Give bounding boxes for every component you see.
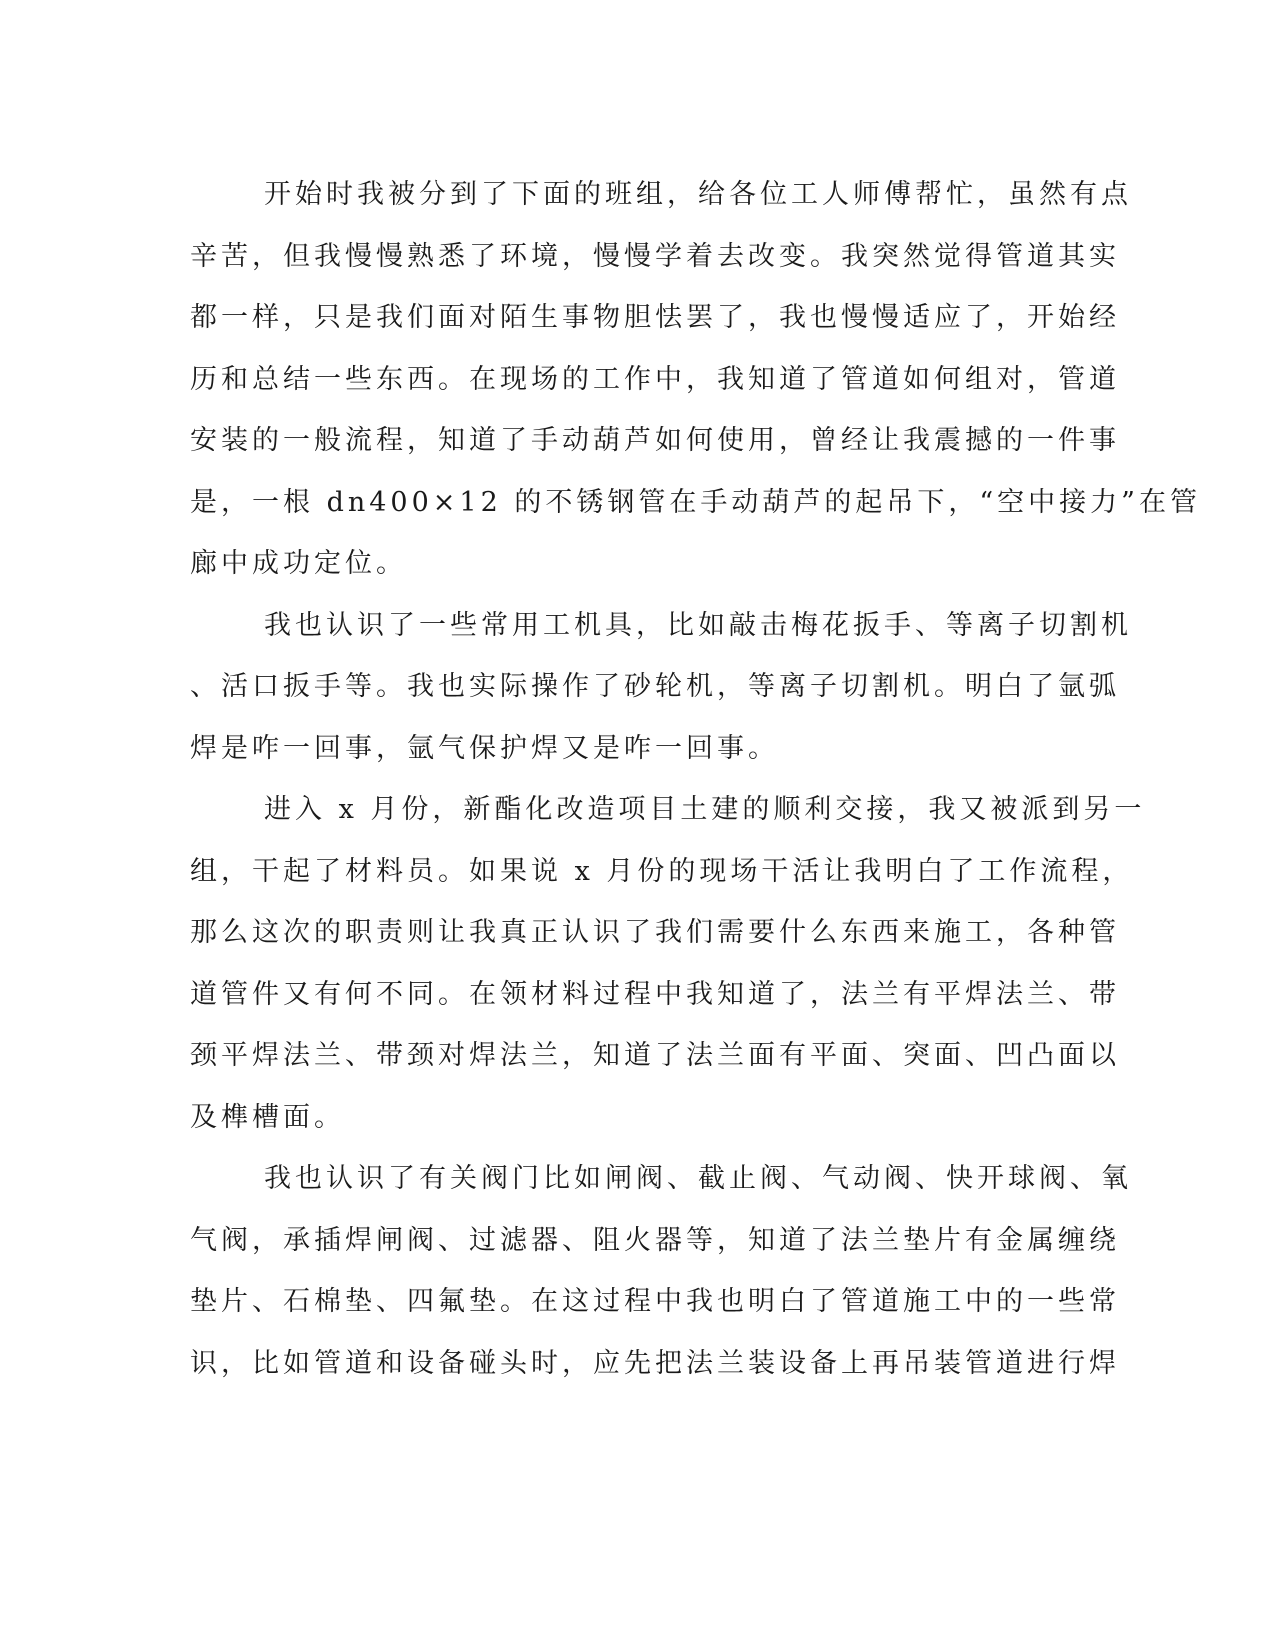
text-line: 垫片、石棉垫、四氟垫。在这过程中我也明白了管道施工中的一些常 [190, 1286, 1120, 1317]
text-line: 识，比如管道和设备碰头时，应先把法兰装设备上再吊装管道进行焊 [190, 1347, 1120, 1379]
body-text [190, 164, 1201, 1394]
text-line: 辛苦，但我慢慢熟悉了环境，慢慢学着去改变。我突然觉得管道其实 [190, 240, 1120, 272]
text-line: 组，干起了材料员。如果说 x 月份的现场干活让我明白了工作流程， [190, 855, 1134, 887]
text-line: 那么这次的职责则让我真正认识了我们需要什么东西来施工，各种管 [190, 917, 1120, 948]
text-line: 安装的一般流程，知道了手动葫芦如何使用，曾经让我震撼的一件事 [190, 425, 1120, 456]
text-line: 及榫槽面。 [190, 1101, 345, 1133]
text-line: 进入 x 月份，新酯化改造项目土建的顺利交接，我又被派到另一 [264, 794, 1146, 825]
text-line: 我也认识了有关阀门比如闸阀、截止阀、气动阀、快开球阀、氧 [264, 1163, 1132, 1194]
text-line: 都一样，只是我们面对陌生事物胆怯罢了，我也慢慢适应了，开始经 [190, 302, 1120, 333]
text-line: 颈平焊法兰、带颈对焊法兰，知道了法兰面有平面、突面、凹凸面以 [190, 1040, 1120, 1071]
text-line: 气阀，承插焊闸阀、过滤器、阻火器等，知道了法兰垫片有金属缠绕 [190, 1224, 1120, 1256]
text-line: 历和总结一些东西。在现场的工作中，我知道了管道如何组对，管道 [190, 363, 1120, 395]
text-line: 、活口扳手等。我也实际操作了砂轮机，等离子切割机。明白了氩弧 [190, 671, 1120, 702]
text-line: 道管件又有何不同。在领材料过程中我知道了，法兰有平焊法兰、带 [190, 978, 1120, 1010]
text-line: 焊是咋一回事，氩气保护焊又是咋一回事。 [190, 732, 779, 764]
text-line: 廊中成功定位。 [190, 548, 407, 579]
text-line: 开始时我被分到了下面的班组，给各位工人师傅帮忙，虽然有点 [264, 179, 1132, 210]
text-line: 我也认识了一些常用工机具，比如敲击梅花扳手、等离子切割机 [264, 609, 1132, 641]
text-line: 是，一根 dn400×12 的不锈钢管在手动葫芦的起吊下，“空中接力”在管 [190, 486, 1201, 518]
